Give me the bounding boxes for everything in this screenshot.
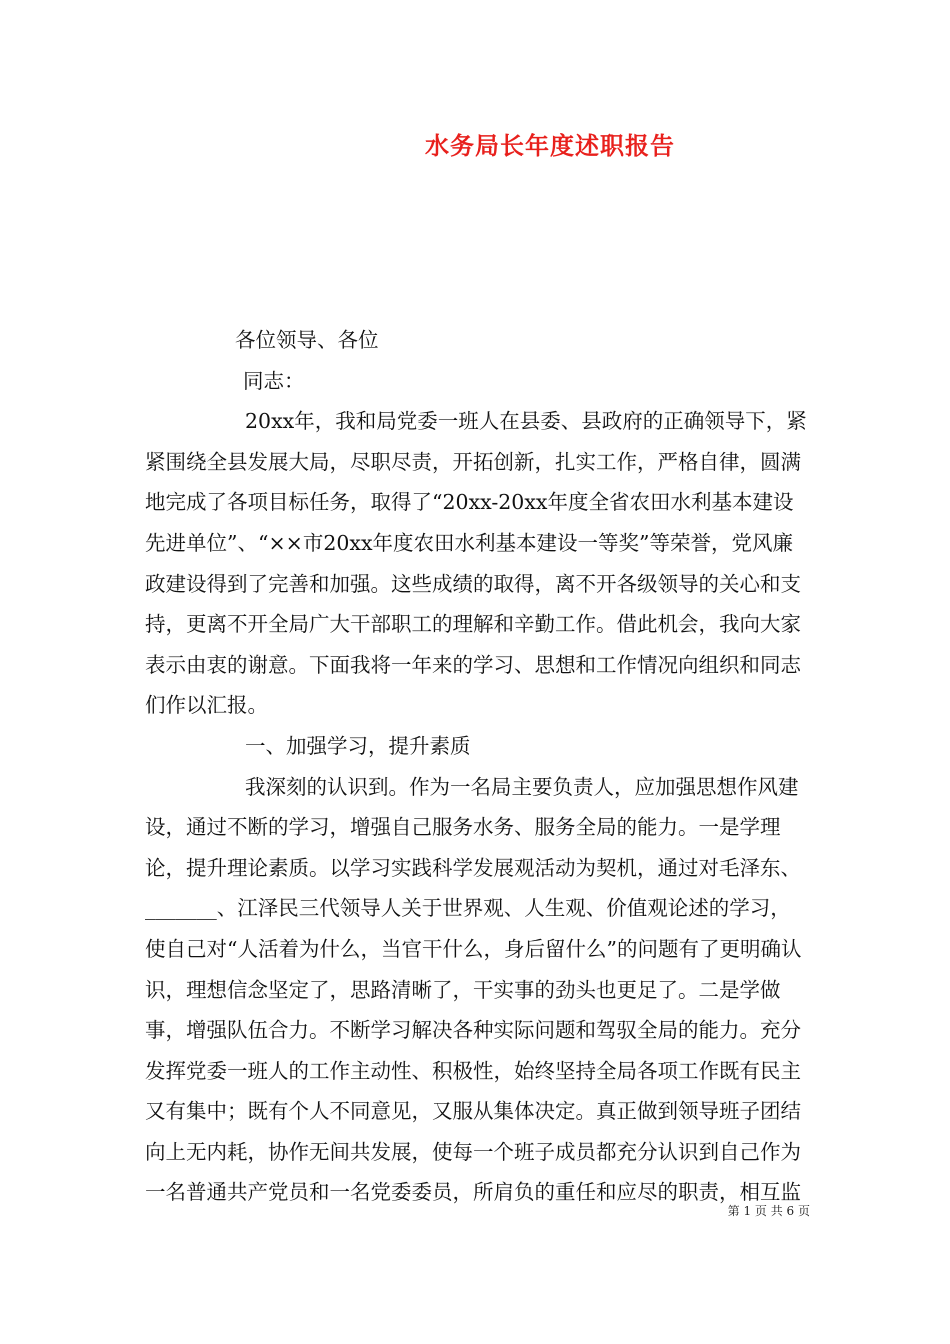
document-title: 水务局长年度述职报告 xyxy=(425,131,675,160)
greeting-line-2: 同志： xyxy=(243,368,305,393)
section-heading-1: 一、加强学习，提升素质 xyxy=(245,733,471,758)
greeting-line-1: 各位领导、各位 xyxy=(235,328,379,352)
paragraph-opening: 20xx年，我和局党委一班人在县委、县政府的正确领导下，紧紧围绕全县发展大局，尽职尽责，开拓创新，扎实工作，严格自律，圆满地完成了各项目标任务，取得了“20xx-20xx年度全省农田水利基本建设先进单位”、“××市20xx年度农田水利基本建设一等奖”等荣誉，党风廉政建设得到了完善和加强。这些成绩的取得，离不开各级领导的关心和支持，更离不开全局广大干部职工的理解和辛勤工作。借此机会，我向大家表示由衷的谢意。下面我将一年来的学习、思想和工作情况向组织和同志们作以汇报。 xyxy=(145,409,807,718)
document-body xyxy=(145,320,810,1213)
page-number-footer: 第 1 页 共 6 页 xyxy=(727,1204,810,1218)
paragraph-study: 我深刻的认识到。作为一名局主要负责人，应加强思想作风建设，通过不断的学习，增强自己服务水务、服务全局的能力。一是学理论，提升理论素质。以学习实践科学发展观活动为契机，通过对毛泽东、_______、江泽民三代领导人关于世界观、人生观、价值观论述的学习，使自己对“人活着为什么，当官干什么，身后留什么”的问题有了更明确认识，理想信念坚定了，思路清晰了，干实事的劲头也更足了。二是学做事，增强队伍合力。不断学习解决各种实际问题和驾驭全局的能力。充分发挥党委一班人的工作主动性、积极性，始终坚持全局各项工作既有民主又有集中；既有个人不同意见，又服从集体决定。真正做到领导班子团结向上无内耗，协作无间共发展，使每一个班子成员都充分认识到自己作为一名普通共产党员和一名党委委员，所肩负的重任和应尽的职责，相互监 xyxy=(145,774,802,1205)
